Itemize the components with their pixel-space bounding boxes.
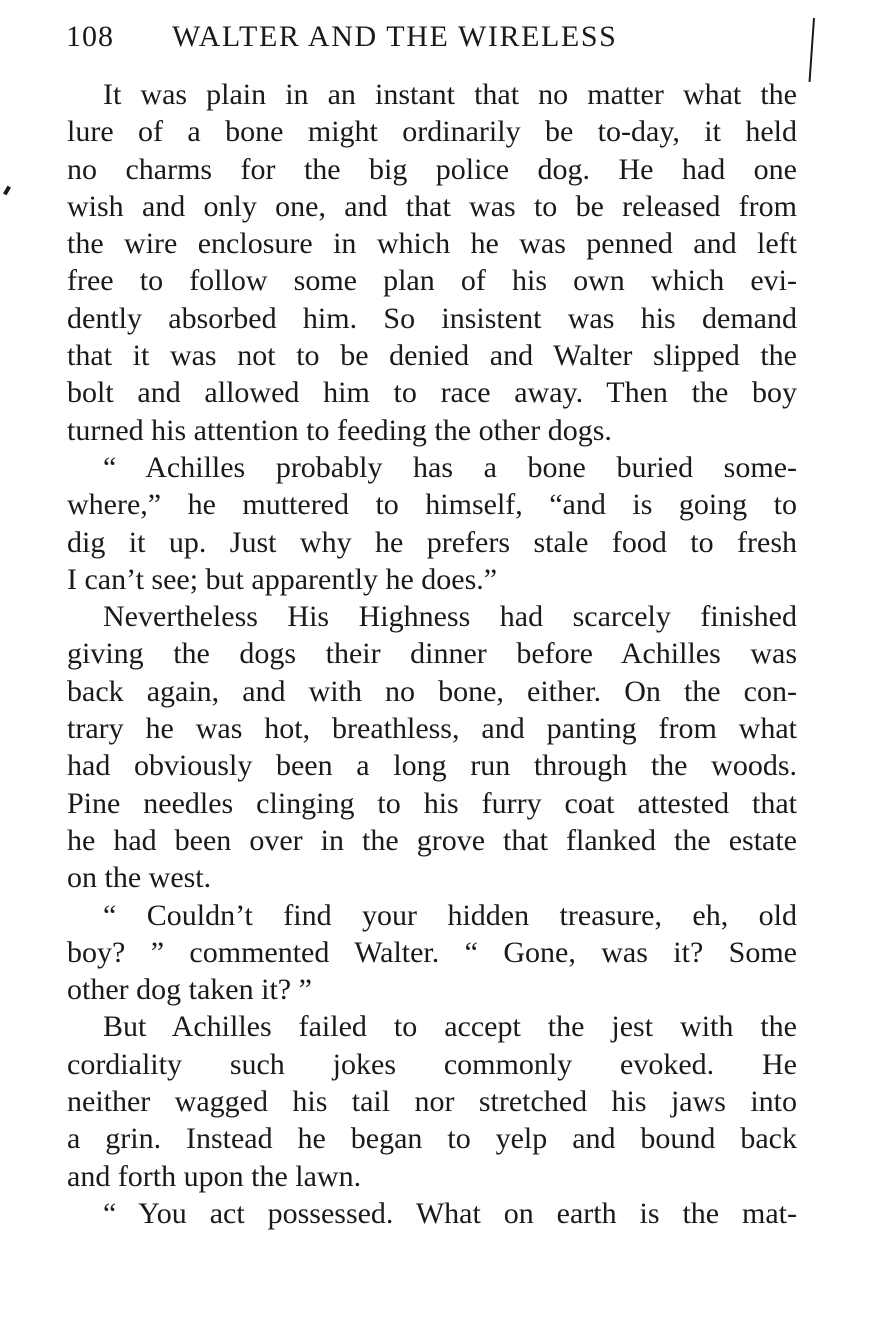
text-line: “ You act possessed. What on earth is the mat-: [103, 1196, 797, 1230]
text-line: turned his attention to feeding the other dogs.: [67, 413, 612, 447]
text-line: that it was not to be denied and Walter slipped the: [67, 339, 797, 373]
text-line: on the west.: [67, 861, 212, 895]
text-line: lure of a bone might ordinarily be to-day, it held: [67, 115, 797, 149]
page-header: [66, 18, 766, 58]
text-line: “ Couldn’t find your hidden treasure, eh, old: [103, 898, 797, 932]
text-line: trary he was hot, breathless, and panting from what: [67, 712, 797, 746]
margin-rule: [809, 18, 815, 82]
running-head: WALTER AND THE WIRELESS: [172, 20, 618, 53]
text-line: free to follow some plan of his own which evi-: [67, 264, 797, 298]
body-text: [67, 76, 797, 1232]
text-line: had obviously been a long run through the woods.: [67, 749, 797, 783]
text-line: It was plain in an instant that no matter what the: [103, 78, 797, 111]
text-line: bolt and allowed him to race away. Then the boy: [67, 376, 797, 410]
text-line: giving the dogs their dinner before Achilles was: [67, 637, 797, 671]
text-line: he had been over in the grove that flanked the estate: [67, 823, 797, 857]
text-line: I can’t see; but apparently he does.”: [67, 562, 498, 596]
text-line: where,” he muttered to himself, “and is going to: [67, 488, 797, 522]
text-line: wish and only one, and that was to be released from: [67, 189, 797, 223]
text-line: dig it up. Just why he prefers stale food to fresh: [67, 525, 797, 559]
text-line: cordiality such jokes commonly evoked. He: [67, 1047, 797, 1081]
text-line: Pine needles clinging to his furry coat attested that: [67, 786, 797, 820]
text-line: a grin. Instead he began to yelp and bound back: [67, 1122, 797, 1156]
margin-speck: [3, 186, 11, 196]
text-line: back again, and with no bone, either. On the con-: [67, 674, 797, 708]
text-line: neither wagged his tail nor stretched his jaws into: [67, 1085, 797, 1119]
text-line: But Achilles failed to accept the jest with the: [103, 1010, 797, 1044]
text-line: the wire enclosure in which he was penned and left: [67, 227, 797, 261]
text-line: boy? ” commented Walter. “ Gone, was it? Some: [67, 935, 797, 969]
text-line: no charms for the big police dog. He had one: [67, 152, 797, 186]
text-line: other dog taken it? ”: [67, 973, 312, 1007]
text-line: dently absorbed him. So insistent was his demand: [67, 301, 797, 335]
text-line: Nevertheless His Highness had scarcely finished: [103, 600, 797, 634]
text-line: and forth upon the lawn.: [67, 1159, 362, 1193]
text-line: “ Achilles probably has a bone buried some-: [103, 450, 797, 484]
page-number: 108: [66, 20, 114, 53]
